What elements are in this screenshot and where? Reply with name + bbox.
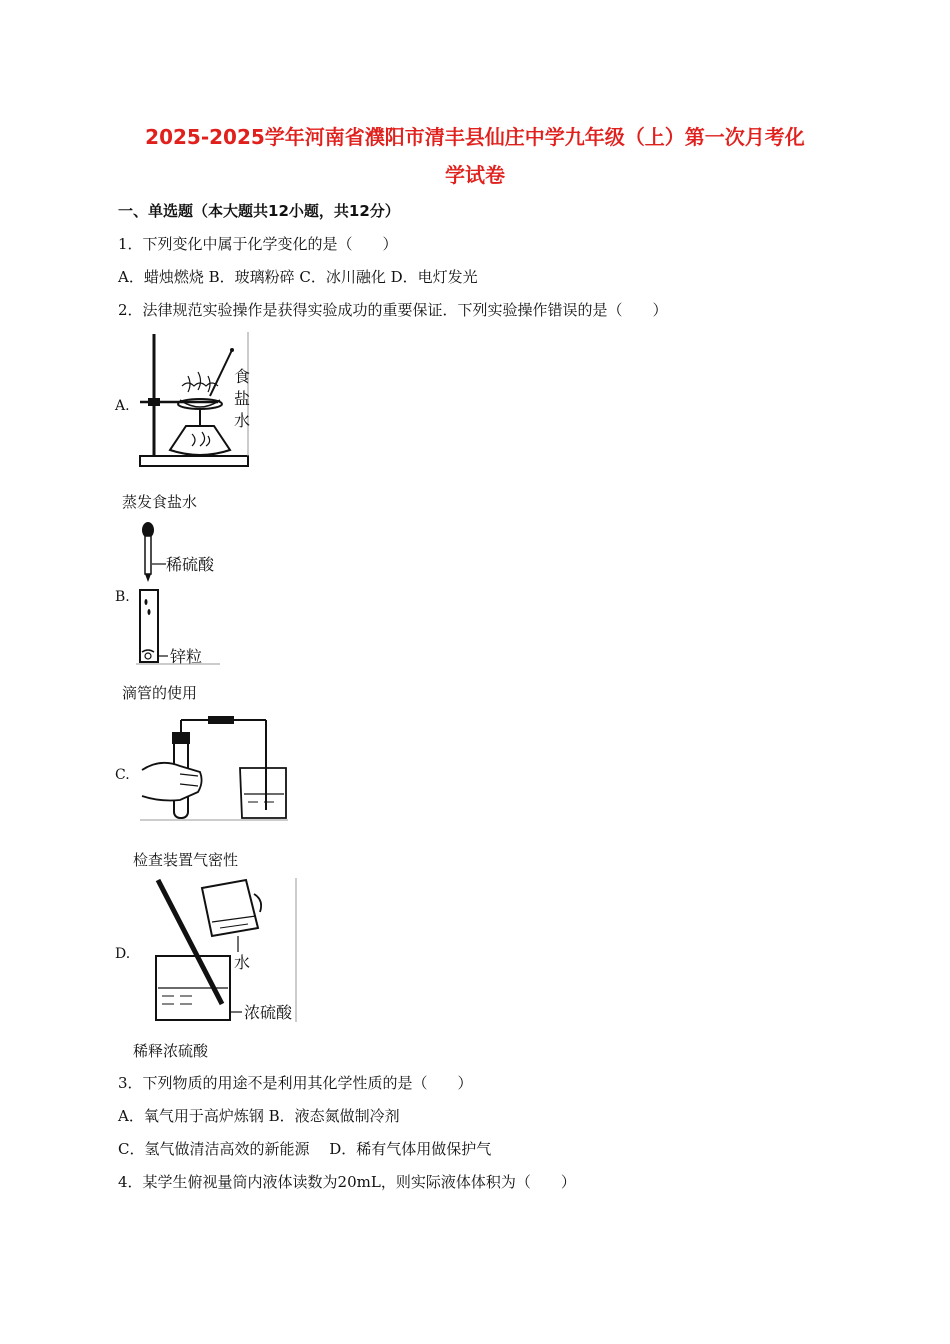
figure-airtightness	[140, 710, 290, 822]
option-c-caption: 检查装置气密性	[133, 851, 239, 869]
option-a-label: A.	[115, 398, 130, 414]
figure-evaporation	[138, 330, 254, 470]
document-title	[110, 118, 840, 194]
option-d-caption: 稀释浓硫酸	[133, 1042, 209, 1060]
figure-a-text-1: 食	[234, 367, 251, 386]
question-4-stem: 4．某学生俯视量筒内液体读数为20mL，则实际液体体积为（ ）	[118, 1173, 576, 1191]
question-1-stem: 1．下列变化中属于化学变化的是（ ）	[118, 235, 398, 253]
figure-a-text-3: 水	[234, 411, 251, 430]
title-line-2: 学试卷	[445, 163, 505, 187]
question-2-stem: 2．法律规范实验操作是获得实验成功的重要保证．下列实验操作错误的是（ ）	[118, 301, 668, 319]
option-c-label: C.	[115, 767, 130, 783]
figure-a-text-2: 盐	[234, 389, 251, 408]
title-line-1: 2025-2025学年河南省濮阳市清丰县仙庄中学九年级（上）第一次月考化	[145, 125, 805, 149]
figure-d-text-top: 水	[234, 953, 251, 972]
option-a-caption: 蒸发食盐水	[122, 493, 198, 511]
option-d-label: D.	[115, 946, 131, 962]
question-3-options-line-1: A．氧气用于高炉炼钢 B．液态氮做制冷剂	[118, 1107, 400, 1125]
question-3-stem: 3．下列物质的用途不是利用其化学性质的是（ ）	[118, 1074, 473, 1092]
option-b-caption: 滴管的使用	[122, 684, 198, 702]
option-b-label: B.	[115, 589, 130, 605]
question-1-options: A．蜡烛燃烧 B．玻璃粉碎 C．冰川融化 D．电灯发光	[118, 268, 478, 286]
figure-b-text-bottom: 锌粒	[170, 647, 203, 666]
section-heading: 一、单选题（本大题共12小题，共12分）	[118, 202, 400, 220]
figure-dropper	[136, 520, 222, 666]
figure-d-text-bottom: 浓硫酸	[244, 1003, 293, 1022]
figure-b-text-top: 稀硫酸	[166, 555, 215, 574]
figure-dilution	[150, 876, 300, 1024]
question-3-options-line-2: C．氢气做清洁高效的新能源 D．稀有气体用做保护气	[118, 1140, 492, 1158]
